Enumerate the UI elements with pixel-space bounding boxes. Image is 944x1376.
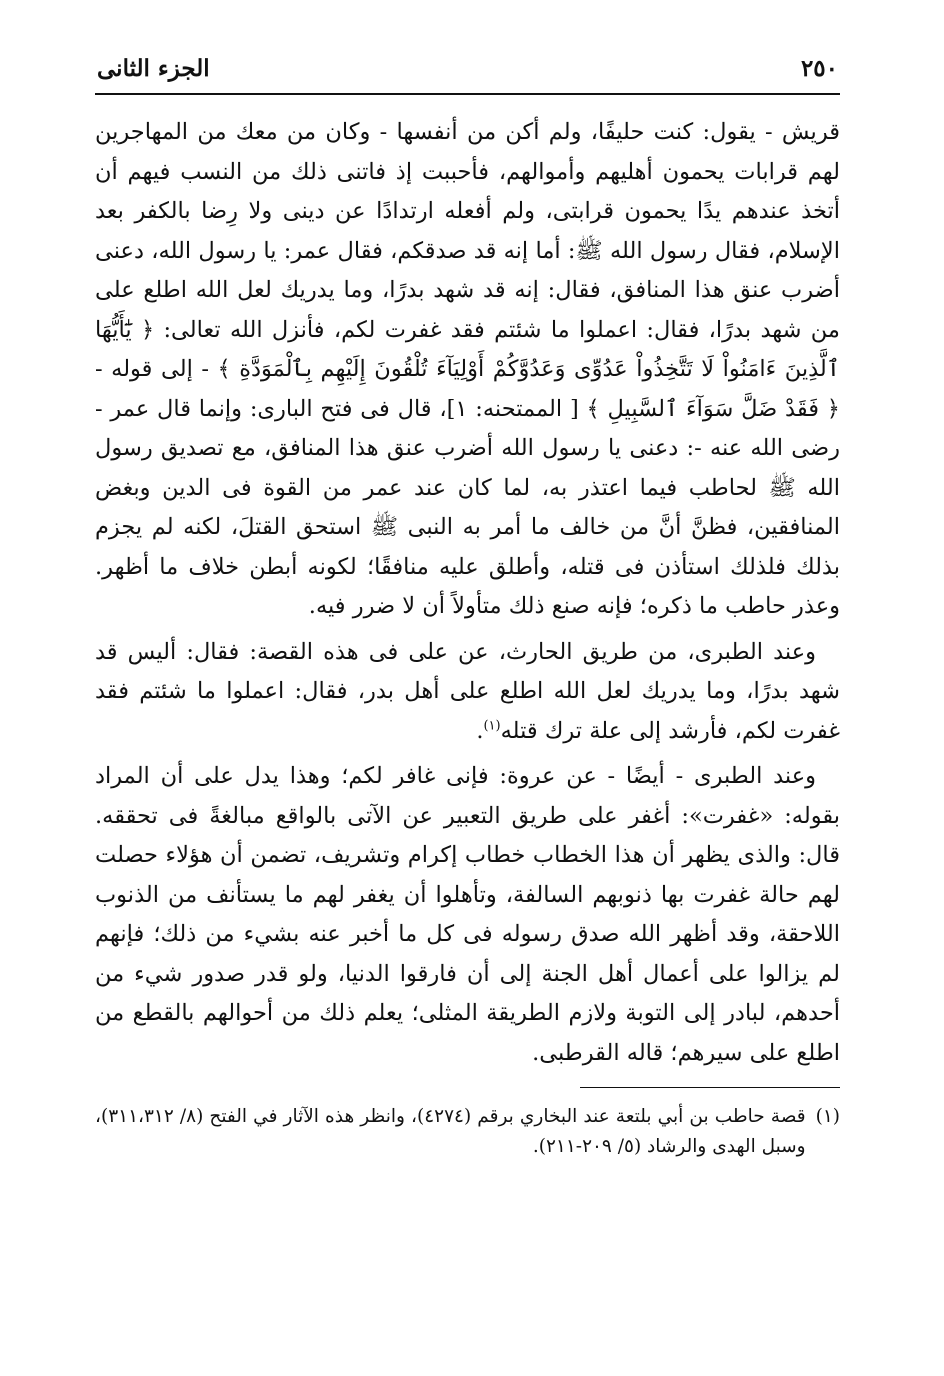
paragraph-1-part-1: قريش - يقول: كنت حليفًا، ولم أكن من أنفسها - وكان من معك من المهاجرين لهم قرابات يحمون أهليهم وأموالهم، فأحببت إذ فاتنى ذلك من النسب فيهم أن أتخذ عندهم يدًا يحمون قرابتى، ولم أفعله ارتدادًا عن دينى ولا رِضا بالكفر بعد الإسلام، فقال رسول الله ﷺ: أما إنه قد صدقكم، فقال عمر: يا رسول الله، دعنى أضرب عنق هذا المنافق، فقال: إنه قد شهد بدرًا، وما يدريك لعل الله اطلع على من شهد بدرًا، فقال: اعملوا ما شئتم فقد غفرت لكم، فأنزل الله تعالى: [95, 119, 840, 343]
footnote-marker: (١) [815, 1106, 840, 1127]
quran-verse-1: ﴿ يَٰٓأَيُّهَا ٱلَّذِينَ ءَامَنُواْ لَا تَتَّخِذُواْ عَدُوِّى وَعَدُوَّكُمْ أَوْلِيَآءَ تُلْقُونَ إِلَيْهِم بِٱلْمَوَدَّةِ ﴾ [95, 316, 840, 382]
main-text [95, 113, 840, 1073]
paragraph-2-text: وعند الطبرى، من طريق الحارث، عن على فى هذه القصة: فقال: أليس قد شهد بدرًا، وما يدريك لعل الله اطلع على أهل بدر، فقال: اعملوا ما شئتم فقد غفرت لكم، فأرشد إلى علة ترك قتله [95, 638, 840, 744]
quran-verse-2: ﴿ فَقَدْ ضَلَّ سَوَآءَ ٱلسَّبِيلِ ﴾ [586, 395, 840, 422]
paragraph-1 [95, 113, 840, 627]
page-number: ٢٥٠ [800, 55, 838, 82]
paragraph-1-part-3: [ الممتحنه: ١]، قال فى فتح البارى: وإنما قال عمر - رضى الله عنه -: دعنى يا رسول الله أضرب عنق هذا المنافق، مع تصديق رسول الله ﷺ لحاطب فيما اعتذر به، لما كان عند عمر من القوة فى الدين وبغض المنافقين، فظنَّ أنَّ من خالف ما أمر به النبى ﷺ استحق القتلَ، لكنه لم يجزم بذلك فلذلك استأذن فى قتله، وأطلق عليه منافقًا؛ لكونه أبطن خلاف ما أظهر. وعذر حاطب ما ذكره؛ فإنه صنع ذلك متأولاً أن لا ضرر فيه. [95, 395, 840, 619]
paragraph-1-part-2: - إلى قوله - [95, 356, 218, 382]
footnote-item [95, 1102, 840, 1162]
footnote-reference: (١) [483, 718, 501, 733]
paragraph-3: وعند الطبرى - أيضًا - عن عروة: فإنى غافر لكم؛ وهذا يدل على أن المراد بقوله: «غفرت»: أغفر على طريق التعبير عن الآتى بالواقع مبالغةً فى تحققه. قال: والذى يظهر أن هذا الخطاب خطاب إكرام وتشريف، تضمن أن هؤلاء حصلت لهم حالة غفرت بها ذنوبهم السالفة، وتأهلوا أن يغفر لهم ما يستأنف من الذنوب اللاحقة، وقد أظهر الله صدق رسوله فى كل ما أخبر عنه بشيء من ذلك؛ فإنهم لم يزالوا على أعمال أهل الجنة إلى أن فارقوا الدنيا، ولو قدر صدور شيء من أحدهم، لبادر إلى التوبة ولازم الطريقة المثلى؛ يعلم ذلك من أحوالهم بالقطع من اطلع على سيرهم؛ قاله القرطبى. [95, 763, 840, 1066]
paragraph-2-end: . [476, 717, 484, 744]
running-head [95, 55, 840, 95]
footnote-text: قصة حاطب بن أبي بلتعة عند البخاري برقم (٤٢٧٤)، وانظر هذه الآثار في الفتح (٨/ ٣١١،٣١٢)، وسبل الهدى والرشاد (٥/ ٢٠٩-٢١١). [95, 1106, 806, 1157]
book-page [95, 55, 840, 1162]
footnote-divider [580, 1087, 840, 1088]
footnotes [95, 1102, 840, 1162]
paragraph-2 [95, 633, 840, 752]
running-title: الجزء الثانى [97, 55, 210, 82]
